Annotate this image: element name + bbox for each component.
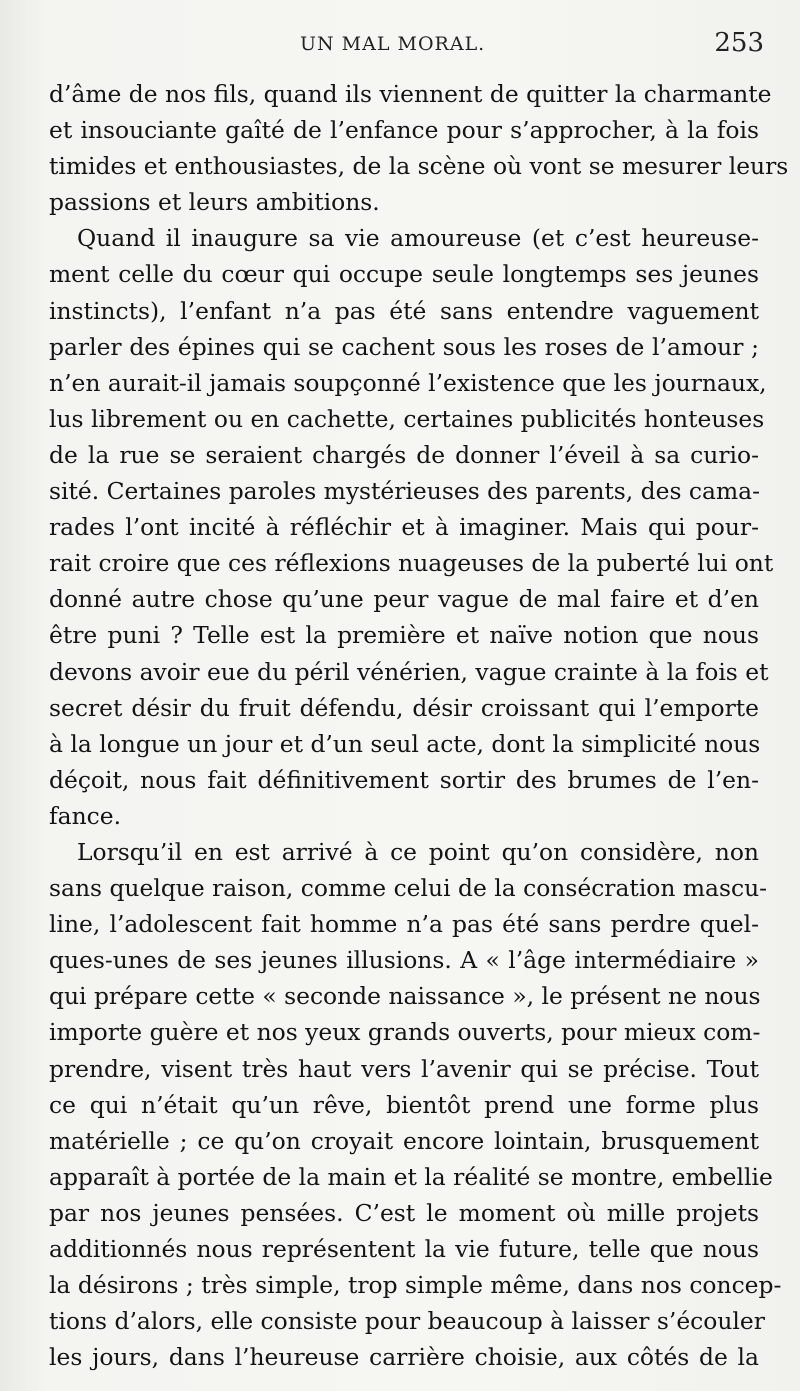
text-line: être puni ? Telle est la première et naïve notion que nous (49, 621, 759, 650)
running-title: UN MAL MORAL. (300, 33, 486, 55)
text-line: secret désir du fruit défendu, désir croissant qui l’emporte (49, 693, 759, 722)
text-line: la désirons ; très simple, trop simple même, dans nos concep- (49, 1271, 782, 1300)
text-line: additionnés nous représentent la vie future, telle que nous (49, 1235, 759, 1263)
text-line: sité. Certaines paroles mystérieuses des parents, des cama- (49, 477, 760, 506)
text-line: déçoit, nous fait définitivement sortir des brumes de l’en- (49, 765, 759, 794)
text-line: qui prépare cette « seconde naissance », le présent ne nous (49, 982, 761, 1011)
text-line: ques-unes de ses jeunes illusions. A « l’âge intermédiaire » (49, 946, 759, 975)
text-line: Quand il inaugure sa vie amoureuse (et c’est heureuse- (77, 224, 759, 253)
text-line: tions d’alors, elle consiste pour beaucoup à laisser s’écouler (49, 1307, 765, 1336)
text-line: apparaît à portée de la main et la réalité se montre, embellie (49, 1162, 773, 1191)
body-text (49, 76, 789, 1375)
text-line: rades l’ont incité à réfléchir et à imaginer. Mais qui pour- (49, 513, 759, 542)
text-line: prendre, visent très haut vers l’avenir qui se précise. Tout (49, 1054, 759, 1083)
text-line: les jours, dans l’heureuse carrière choisie, aux côtés de la (49, 1343, 759, 1372)
text-line: rait croire que ces réflexions nuageuses de la puberté lui ont (49, 549, 774, 578)
text-line: à la longue un jour et d’un seul acte, dont la simplicité nous (49, 729, 761, 758)
text-line: par nos jeunes pensées. C’est le moment où mille projets (49, 1198, 759, 1227)
text-line: de la rue se seraient chargés de donner l’éveil à sa curio- (49, 440, 759, 469)
text-line: parler des épines qui se cachent sous les roses de l’amour ; (49, 332, 759, 361)
text-line: matérielle ; ce qu’on croyait encore lointain, brusquement (49, 1126, 759, 1155)
text-line: lus librement ou en cachette, certaines publicités honteuses (49, 404, 765, 433)
text-line: devons avoir eue du péril vénérien, vague crainte à la fois et (49, 657, 769, 686)
text-line: timides et enthousiastes, de la scène où vont se mesurer leurs (49, 152, 789, 181)
text-line: donné autre chose qu’une peur vague de mal faire et d’en (49, 585, 759, 614)
text-line: sans quelque raison, comme celui de la consécration mascu- (49, 874, 768, 903)
text-line: importe guère et nos yeux grands ouverts, pour mieux com- (49, 1018, 761, 1047)
text-line: ment celle du cœur qui occupe seule longtemps ses jeunes (49, 260, 759, 289)
text-line: ce qui n’était qu’un rêve, bientôt prend une forme plus (49, 1090, 759, 1119)
text-line: passions et leurs ambitions. (49, 188, 380, 217)
text-line: Lorsqu’il en est arrivé à ce point qu’on considère, non (77, 837, 759, 866)
page-number: 253 (714, 28, 764, 58)
text-line: instincts), l’enfant n’a pas été sans entendre vaguement (49, 296, 759, 325)
text-line: d’âme de nos fils, quand ils viennent de quitter la charmante (49, 80, 772, 108)
text-line: n’en aurait-il jamais soupçonné l’existence que les journaux, (49, 368, 767, 397)
text-line: fance. (49, 801, 122, 830)
text-line: et insouciante gaîté de l’enfance pour s’approcher, à la fois (49, 116, 759, 145)
text-line: line, l’adolescent fait homme n’a pas été sans perdre quel- (49, 910, 759, 939)
